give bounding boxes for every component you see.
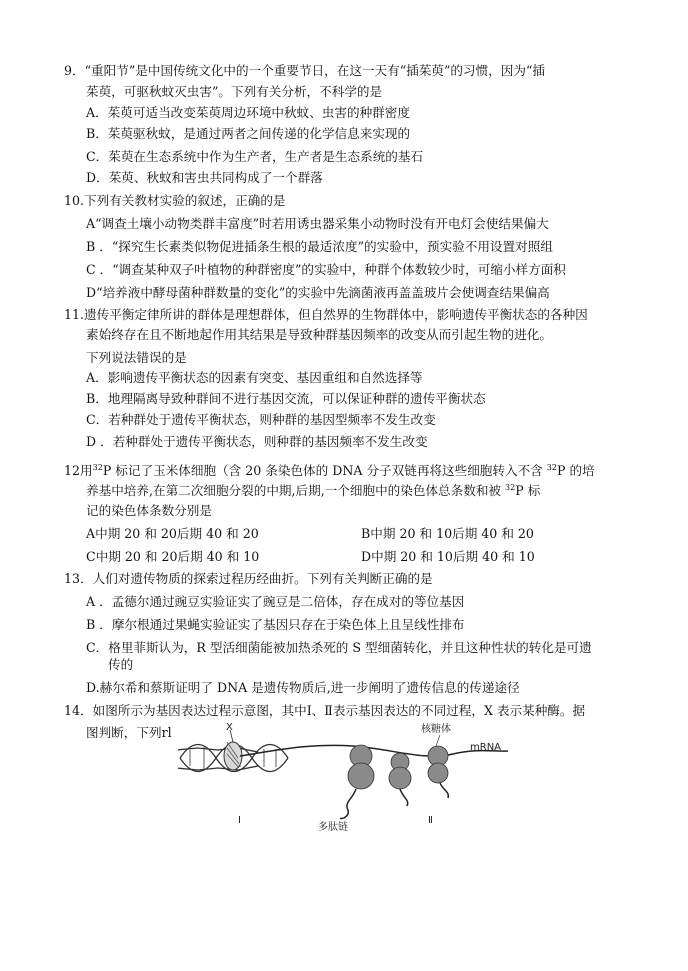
q11-option-a: A．影响遗传平衡状态的因素有突变、基因重组和自然选择等 <box>86 370 423 385</box>
q12-line1-end: P 的培 <box>556 463 595 478</box>
q12-stem-line3: 记的染色体条数分别是 <box>86 503 212 518</box>
q10-option-d: D“培养液中酵母菌种群数量的变化”的实验中先滴菌液再盖盖玻片会使调查结果偏高 <box>86 285 550 300</box>
label-ribosome: 核糖体 <box>421 724 451 735</box>
q9-option-d: D．茱萸、秋蚊和害虫共同构成了一个群落 <box>86 170 323 185</box>
q9-option-a: A．茱萸可适当改变茱萸周边环境中秋蚊、虫害的种群密度 <box>86 105 410 120</box>
q9-option-b: B．茱萸驱秋蚊，是通过两者之间传递的化学信息来实现的 <box>86 126 411 141</box>
q12-line2-end: P 标 <box>515 483 541 498</box>
q11-option-c: C．若种群处于遗传平衡状态，则种群的基因型频率不发生改变 <box>86 412 436 427</box>
q12-option-d: D中期 20 和 10后期 40 和 10 <box>361 549 535 564</box>
enzyme-x-shape <box>224 730 242 770</box>
q14-stem-line2: 图判断，下列rl <box>86 725 172 740</box>
q9-option-c: C．茱萸在生态系统中作为生产者，生产者是生态系统的基石 <box>86 149 424 164</box>
q12-option-c: C中期 20 和 20后期 40 和 10 <box>86 549 260 564</box>
q12-prefix: 12用 <box>64 463 93 478</box>
q11-option-b: B．地理隔离导致种群间不进行基因交流，可以保证种群的遗传平衡状态 <box>86 391 486 406</box>
q9-stem-line1: 9．“重阳节”是中国传统文化中的一个重要节日，在这一天有“插茱萸”的习惯，因为“插 <box>64 63 545 78</box>
label-mrna: mRNA <box>470 742 502 753</box>
q13-stem: 13．人们对遗传物质的探索过程历经曲折。下列有关判断正确的是 <box>64 571 433 586</box>
q12-isotope-superscript-2: 32 <box>546 463 557 472</box>
q12-isotope-superscript-1: 32 <box>92 463 103 472</box>
q11-stem-line3: 下列说法错误的是 <box>86 350 187 365</box>
q13-option-d: D.赫尔希和蔡斯证明了 DNA 是遗传物质后,进一步阐明了遗传信息的传递途径 <box>86 680 520 695</box>
gene-expression-diagram <box>178 718 508 838</box>
q10-option-b: B ．“探究生长素类似物促进插条生根的最适浓度”的实验中，预实验不用设置对照组 <box>86 239 553 254</box>
q12-stem-line1 <box>64 459 595 480</box>
label-process-i: I <box>238 815 241 826</box>
mrna-strand <box>240 745 508 756</box>
q9-stem-line2: 茱萸，可驱秋蚊灭虫害”。下列有关分析，不科学的是 <box>86 84 383 99</box>
gene-expression-figure <box>178 718 508 838</box>
q13-option-a: A ．孟德尔通过豌豆实验证实了豌豆是二倍体，存在成对的等位基因 <box>86 594 465 609</box>
q12-line1-mid: P 标记了玉米体细胞（含 20 条染色体的 DNA 分子双链再将这些细胞转入不含 <box>102 463 543 478</box>
q13-option-c-line2: 传的 <box>108 657 134 672</box>
q11-stem-line1: 11.遗传平衡定律所讲的群体是理想群体，但自然界的生物群体中，影响遗传平衡状态的各种因 <box>64 307 588 322</box>
label-x: X <box>226 722 233 733</box>
q12-option-a: A中期 20 和 20后期 40 和 20 <box>86 526 259 541</box>
q12-stem-line2 <box>86 479 540 500</box>
q10-option-a: A“调查土壤小动物类群丰富度”时若用诱虫器采集小动物时没有开电灯会使结果偏大 <box>86 216 549 231</box>
label-process-ii: Ⅱ <box>428 815 433 826</box>
q13-option-c-line1: C．格里菲斯认为，R 型活细菌能被加热杀死的 S 型细菌转化，并且这种性状的转化是可遗 <box>86 640 592 655</box>
q12-line2-main: 养基中培养,在第二次细胞分裂的中期,后期,一个细胞中的染色体总条数和被 <box>86 483 502 498</box>
q11-option-d: D ．若种群处于遗传平衡状态，则种群的基因频率不发生改变 <box>86 434 428 449</box>
q10-stem: 10.下列有关教材实验的叙述，正确的是 <box>64 193 286 208</box>
q12-isotope-superscript-3: 32 <box>505 483 516 492</box>
q11-stem-line2: 素始终存在且不断地起作用其结果是导致种群基因频率的改变从而引起生物的进化。 <box>86 327 552 342</box>
q12-option-b: B中期 20 和 10后期 40 和 20 <box>361 526 534 541</box>
label-polypeptide: 多肽链 <box>318 822 348 833</box>
q14-stem-line1: 14．如图所示为基因表达过程示意图，其中Ⅰ、Ⅱ表示基因表达的不同过程，X 表示某种酶。据 <box>64 703 586 718</box>
q10-option-c: C ．“调查某种双子叶植物的种群密度”的实验中，种群个体数较少时，可缩小样方面积 <box>86 262 566 277</box>
q13-option-b: B ．摩尔根通过果蝇实验证实了基因只存在于染色体上且呈线性排布 <box>86 617 465 632</box>
